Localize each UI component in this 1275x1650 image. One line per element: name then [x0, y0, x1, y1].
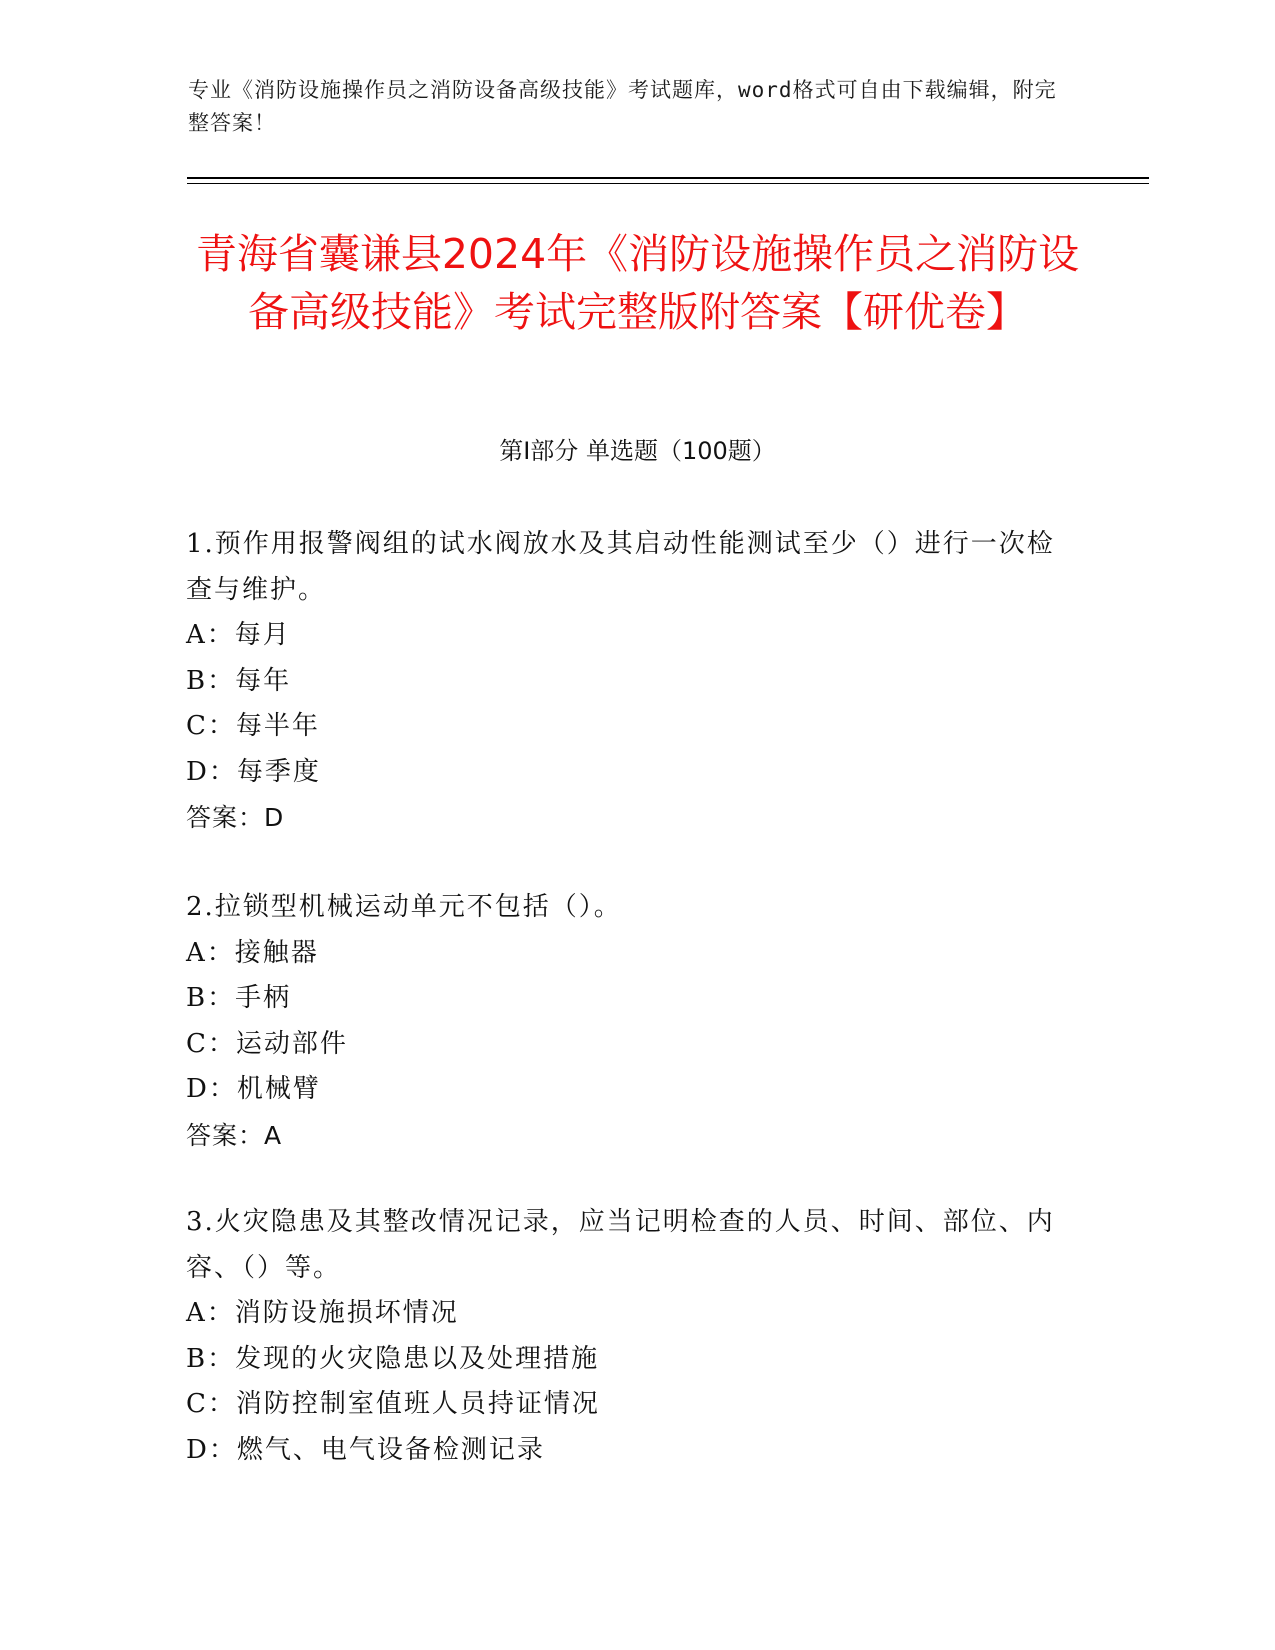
question-stem: 3.火灾隐患及其整改情况记录，应当记明检查的人员、时间、部位、内容、（）等。	[186, 1207, 1055, 1283]
question-2	[186, 885, 1066, 1158]
option-a: A：每月	[186, 620, 291, 650]
document-title: 青海省囊谦县2024年《消防设施操作员之消防设备高级技能》考试完整版附答案【研优卷】	[195, 230, 1080, 336]
option-d: D：每季度	[186, 756, 321, 787]
option-c: C：运动部件	[186, 1028, 348, 1059]
option-b: B：手柄	[186, 983, 292, 1013]
option-c: C：消防控制室值班人员持证情况	[186, 1389, 600, 1419]
option-a: A：消防设施损坏情况	[186, 1298, 459, 1328]
option-a: A：接触器	[186, 937, 319, 968]
option-d: D：燃气、电气设备检测记录	[186, 1434, 545, 1465]
header-rule-thin	[187, 183, 1149, 184]
answer: 答案：A	[186, 1120, 283, 1150]
option-b: B：发现的火灾隐患以及处理措施	[186, 1343, 600, 1374]
question-stem: 2.拉锁型机械运动单元不包括（）。	[186, 892, 622, 922]
option-b: B：每年	[186, 665, 292, 696]
header-note: 专业《消防设施操作员之消防设备高级技能》考试题库，word格式可自由下载编辑，附完整答案！	[188, 78, 1057, 135]
section-heading: 第I部分 单选题（100题）	[499, 437, 776, 465]
header-rule-thick	[187, 177, 1149, 179]
question-1	[186, 522, 1066, 841]
answer: 答案：D	[186, 803, 285, 832]
question-stem: 1.预作用报警阀组的试水阀放水及其启动性能测试至少（）进行一次检查与维护。	[186, 529, 1055, 605]
option-c: C：每半年	[186, 711, 320, 741]
question-3	[186, 1200, 1066, 1473]
option-d: D：机械臂	[186, 1074, 321, 1104]
